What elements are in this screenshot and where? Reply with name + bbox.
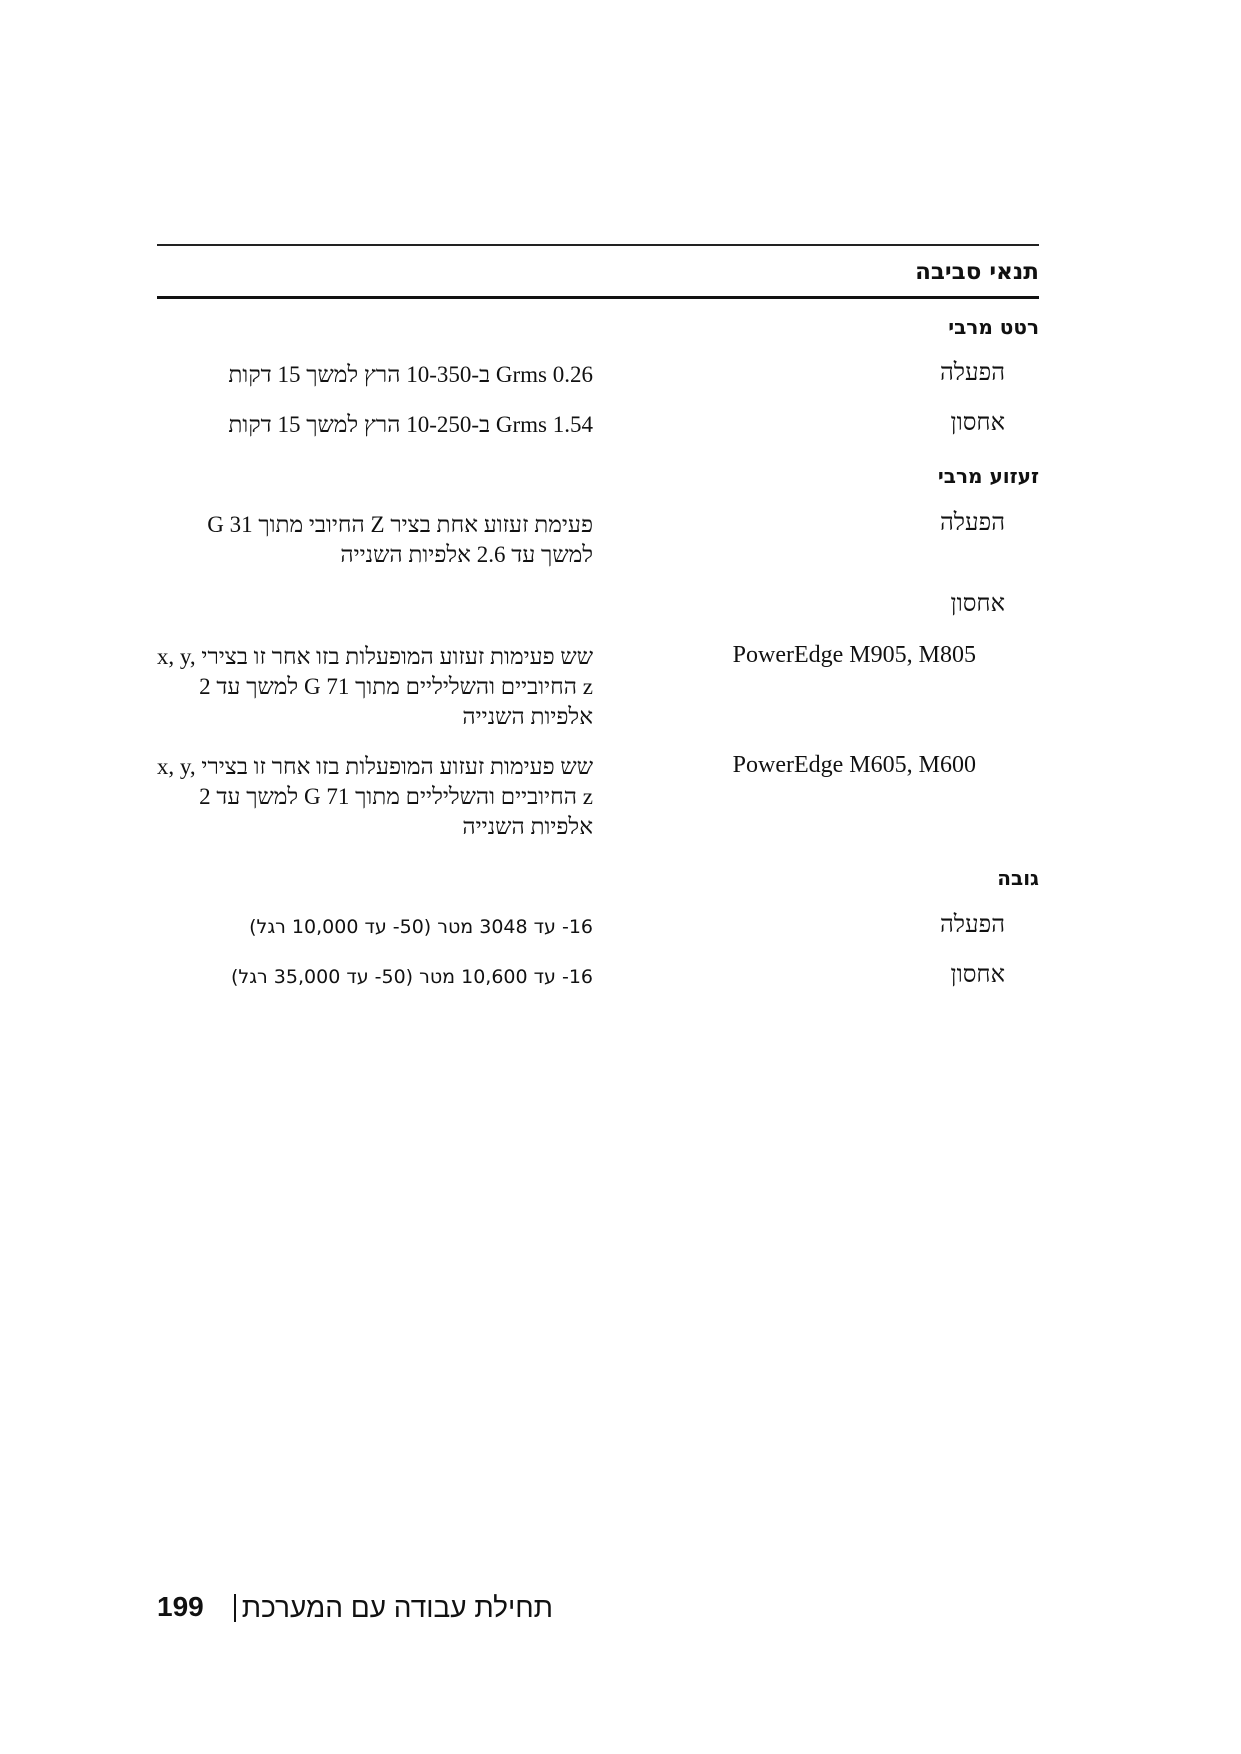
row-value: 0.26 Grms ב-10-350 הרץ למשך 15 דקות [228,362,593,387]
row-label: אחסון [950,962,1005,988]
subheading-vibration: רטט מרבי [948,315,1039,339]
row-label: אחסון [950,410,1005,436]
subheading-shock: זעזוע מרבי [937,464,1039,488]
row-label: אחסון [950,591,1005,617]
row-value: שש פעימות זעזוע המופעלות בזו אחר זו בצירי x, y, z החיוביים והשליליים מתוך 71 G למשך עד 2 אלפיות השנייה [156,754,593,839]
header-rule [157,296,1039,299]
row-value: 16- עד 3048 מטר (50- עד 10,000 רגל) [249,916,593,938]
row-value: פעימת זעזוע אחת בציר Z החיובי מתוך 31 G למשך עד 2.6 אלפיות השנייה [207,512,593,567]
subheading-altitude: גובה [997,866,1039,890]
row-value: 1.54 Grms ב-10-250 הרץ למשך 15 דקות [228,412,593,437]
row-label-model: PowerEdge M905, M805 [732,642,976,668]
row-label-model: PowerEdge M605, M600 [732,752,976,778]
page-number: 199 [157,1591,204,1622]
footer-title: תחילת עבודה עם המערכת [241,1592,553,1623]
row-label: הפעלה [940,912,1005,938]
top-rule [157,244,1039,246]
row-label: הפעלה [940,510,1005,536]
row-label: הפעלה [940,360,1005,386]
row-value: שש פעימות זעזוע המופעלות בזו אחר זו בצירי x, y, z החיוביים והשליליים מתוך 71 G למשך עד 2 אלפיות השנייה [156,644,593,729]
footer-divider [234,1594,236,1622]
row-value: 16- עד 10,600 מטר (50- עד 35,000 רגל) [230,966,593,988]
section-title: תנאי סביבה [915,259,1039,285]
